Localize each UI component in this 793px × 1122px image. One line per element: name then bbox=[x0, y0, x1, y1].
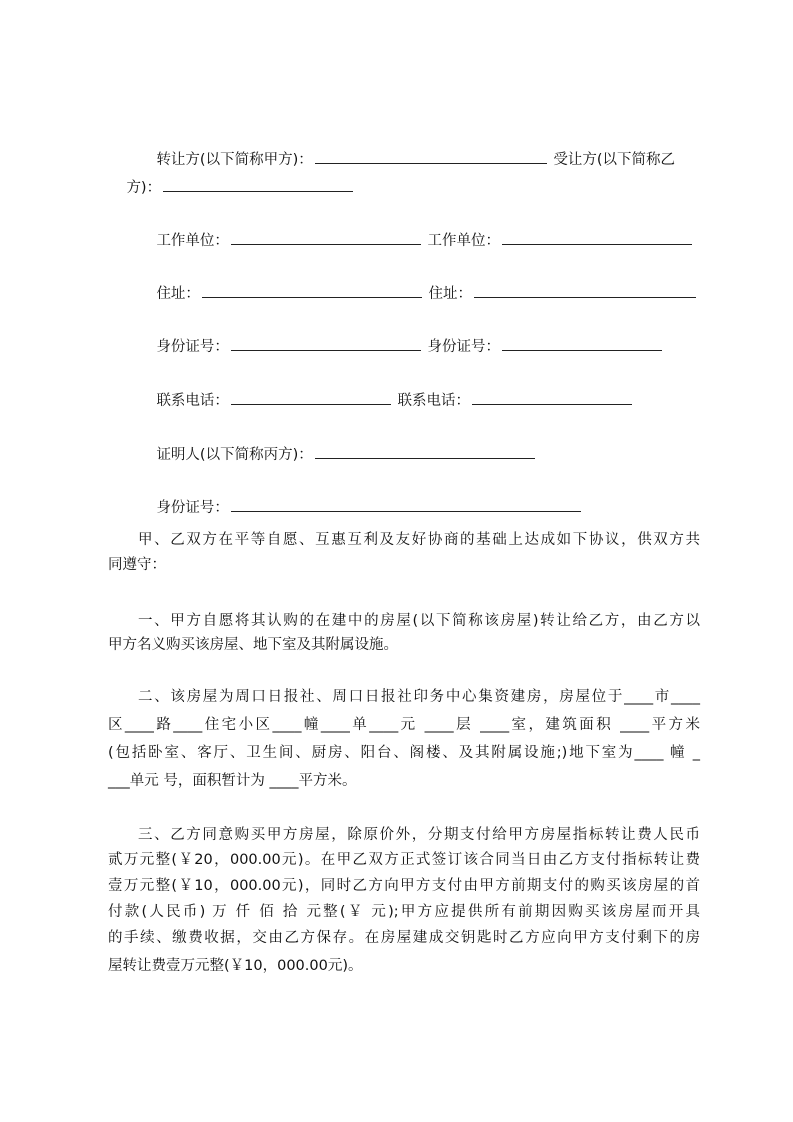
work-unit-label-a: 工作单位： bbox=[156, 233, 229, 249]
clause1-line: 甲方名义购买该房屋、地下室及其附属设施。 bbox=[108, 637, 398, 653]
preamble-line: 甲、乙双方在平等自愿、互惠互利及友好协商的基础上达成如下协议，供双方共 bbox=[138, 532, 700, 548]
clause2-line: 二、该房屋为周口日报社、周口日报社印务中心集资建房，房屋位于____市____ bbox=[138, 689, 700, 705]
clause3-line: 付款(人民币) 万 仟 佰 拾 元整(￥ 元);甲方应提供所有前期因购买该房屋而开具 bbox=[108, 904, 700, 920]
phone-b-field[interactable] bbox=[472, 390, 632, 405]
clause3-line: 贰万元整(￥20，000.00元)。在甲乙双方正式签订该合同当日由乙方支付指标转让费 bbox=[108, 852, 700, 868]
address-label-a: 住址： bbox=[156, 286, 200, 302]
phone-a-field[interactable] bbox=[231, 390, 391, 405]
work-unit-b-field[interactable] bbox=[502, 230, 692, 245]
clause2-line: (包括卧室、客厅、卫生间、厨房、阳台、阁楼、及其附属设施;)地下室为____ 幢 _ bbox=[108, 745, 700, 761]
witness-name-field[interactable] bbox=[315, 444, 535, 459]
id-line bbox=[138, 316, 664, 377]
clause3-line: 壹万元整(￥10，000.00元)，同时乙方向甲方支付由甲方前期支付的购买该房屋的首 bbox=[108, 878, 700, 894]
clause3-line: 的手续、缴费收据，交由乙方保存。在房屋建成交钥匙时乙方应向甲方支付剩下的房 bbox=[108, 930, 700, 946]
transferor-label: 转让方(以下简称甲方)： bbox=[156, 152, 313, 168]
address-label-b: 住址： bbox=[428, 286, 473, 302]
witness-id-label: 身份证号： bbox=[156, 500, 229, 516]
transferee-label: 受让方(以下简称乙 bbox=[553, 152, 676, 168]
id-label-b: 身份证号： bbox=[427, 339, 501, 355]
transferee-line bbox=[108, 157, 355, 218]
address-line bbox=[138, 263, 698, 324]
id-label-a: 身份证号： bbox=[156, 339, 229, 355]
phone-label-a: 联系电话： bbox=[156, 393, 229, 409]
witness-id-line bbox=[138, 477, 583, 538]
clause2-line: ___单元 号，面积暂计为 ____平方米。 bbox=[108, 773, 357, 789]
work-unit-a-field[interactable] bbox=[231, 230, 421, 245]
witness-line bbox=[138, 424, 537, 485]
work-unit-line bbox=[138, 210, 694, 271]
address-b-field[interactable] bbox=[474, 283, 696, 298]
work-unit-label-b: 工作单位： bbox=[427, 233, 501, 249]
clause2-line: 区____路____住宅小区____幢____单____元 ____层 ____室，建筑面积 ____平方米 bbox=[108, 717, 700, 733]
preamble-line: 同遵守： bbox=[108, 557, 166, 573]
clause3-line: 屋转让费壹万元整(￥10，000.00元)。 bbox=[108, 958, 363, 974]
witness-label: 证明人(以下简称丙方)： bbox=[156, 447, 313, 463]
witness-id-field[interactable] bbox=[231, 497, 581, 512]
id-b-field[interactable] bbox=[502, 336, 662, 351]
address-a-field[interactable] bbox=[202, 283, 422, 298]
phone-line bbox=[138, 370, 634, 431]
id-a-field[interactable] bbox=[231, 336, 421, 351]
transferee-label-cont: 方)： bbox=[126, 180, 162, 196]
clause1-line: 一、甲方自愿将其认购的在建中的房屋(以下简称该房屋)转让给乙方，由乙方以 bbox=[138, 613, 700, 629]
phone-label-b: 联系电话： bbox=[397, 393, 471, 409]
transferee-name-field[interactable] bbox=[163, 177, 353, 192]
clause3-line: 三、乙方同意购买甲方房屋，除原价外，分期支付给甲方房屋指标转让费人民币 bbox=[138, 827, 700, 843]
